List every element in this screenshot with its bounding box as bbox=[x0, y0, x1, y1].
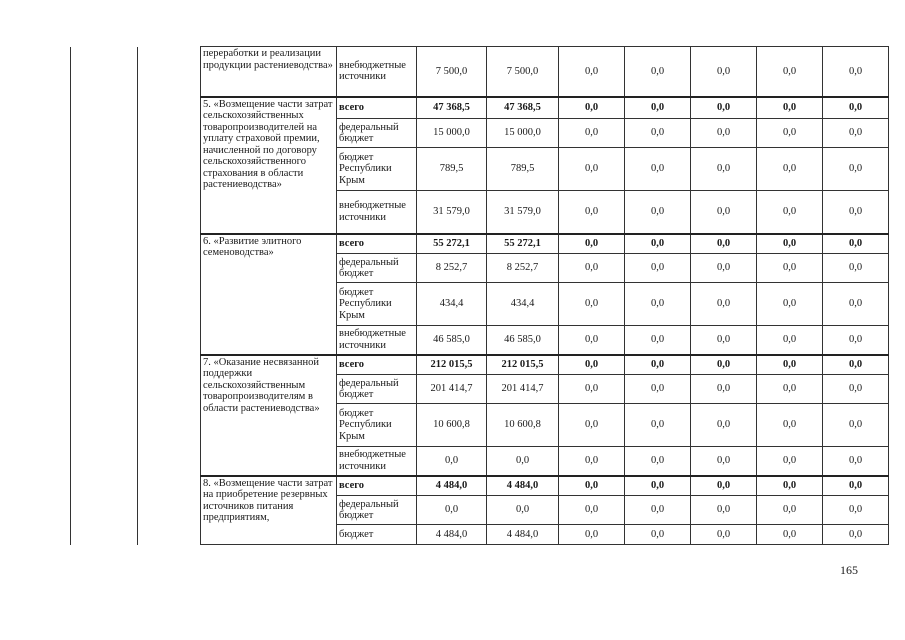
funding-source-cell: бюджет bbox=[337, 525, 417, 545]
year-amount-cell: 0,0 bbox=[823, 404, 889, 447]
amount-cell: 0,0 bbox=[417, 447, 487, 476]
funding-source-cell: федеральный бюджет bbox=[337, 375, 417, 404]
year-amount-cell: 0,0 bbox=[559, 97, 625, 119]
year-amount-cell: 0,0 bbox=[691, 375, 757, 404]
year-amount-cell: 0,0 bbox=[559, 525, 625, 545]
year-amount-cell: 0,0 bbox=[625, 496, 691, 525]
year-amount-cell: 0,0 bbox=[625, 375, 691, 404]
funding-source-cell: всего bbox=[337, 355, 417, 375]
year-amount-cell: 0,0 bbox=[823, 447, 889, 476]
year-amount-cell: 0,0 bbox=[757, 326, 823, 355]
year-amount-cell: 0,0 bbox=[559, 447, 625, 476]
year-amount-cell: 0,0 bbox=[757, 119, 823, 148]
year-amount-cell: 0,0 bbox=[823, 375, 889, 404]
year-amount-cell: 0,0 bbox=[757, 525, 823, 545]
year-amount-cell: 0,0 bbox=[691, 119, 757, 148]
year-amount-cell: 0,0 bbox=[691, 148, 757, 191]
year-amount-cell: 0,0 bbox=[823, 254, 889, 283]
year-amount-cell: 0,0 bbox=[757, 496, 823, 525]
amount-cell: 10 600,8 bbox=[487, 404, 559, 447]
funding-source-cell: внебюджетные источники bbox=[337, 191, 417, 234]
year-amount-cell: 0,0 bbox=[757, 148, 823, 191]
year-amount-cell: 0,0 bbox=[823, 283, 889, 326]
year-amount-cell: 0,0 bbox=[691, 191, 757, 234]
funding-source-cell: бюджет Республики Крым bbox=[337, 404, 417, 447]
year-amount-cell: 0,0 bbox=[823, 355, 889, 375]
amount-cell: 434,4 bbox=[487, 283, 559, 326]
measure-name-cell: 7. «Оказание несвязанной поддержки сельскохозяйственным товаропроизводителям в области растениеводства» bbox=[201, 355, 337, 476]
amount-cell: 15 000,0 bbox=[487, 119, 559, 148]
year-amount-cell: 0,0 bbox=[625, 404, 691, 447]
year-amount-cell: 0,0 bbox=[691, 326, 757, 355]
year-amount-cell: 0,0 bbox=[823, 326, 889, 355]
measure-name-cell: 8. «Возмещение части затрат на приобретение резервных источников питания предприятиям, bbox=[201, 476, 337, 545]
year-amount-cell: 0,0 bbox=[559, 148, 625, 191]
amount-cell: 47 368,5 bbox=[417, 97, 487, 119]
year-amount-cell: 0,0 bbox=[625, 148, 691, 191]
amount-cell: 7 500,0 bbox=[417, 47, 487, 97]
year-amount-cell: 0,0 bbox=[757, 234, 823, 254]
year-amount-cell: 0,0 bbox=[757, 355, 823, 375]
amount-cell: 201 414,7 bbox=[417, 375, 487, 404]
amount-cell: 46 585,0 bbox=[487, 326, 559, 355]
year-amount-cell: 0,0 bbox=[823, 496, 889, 525]
amount-cell: 789,5 bbox=[487, 148, 559, 191]
year-amount-cell: 0,0 bbox=[625, 525, 691, 545]
year-amount-cell: 0,0 bbox=[757, 97, 823, 119]
year-amount-cell: 0,0 bbox=[691, 355, 757, 375]
year-amount-cell: 0,0 bbox=[559, 476, 625, 496]
funding-source-cell: всего bbox=[337, 234, 417, 254]
amount-cell: 0,0 bbox=[487, 447, 559, 476]
year-amount-cell: 0,0 bbox=[757, 254, 823, 283]
measure-name-cell: 5. «Возмещение части затрат сельскохозяйственных товаропроизводителей на уплату страховой премии, начисленной по договору сельскохозяйственного страхования в области растениеводства» bbox=[201, 97, 337, 234]
funding-source-cell: бюджет Республики Крым bbox=[337, 148, 417, 191]
year-amount-cell: 0,0 bbox=[757, 191, 823, 234]
amount-cell: 15 000,0 bbox=[417, 119, 487, 148]
amount-cell: 46 585,0 bbox=[417, 326, 487, 355]
year-amount-cell: 0,0 bbox=[559, 119, 625, 148]
amount-cell: 4 484,0 bbox=[417, 525, 487, 545]
year-amount-cell: 0,0 bbox=[823, 191, 889, 234]
year-amount-cell: 0,0 bbox=[559, 191, 625, 234]
year-amount-cell: 0,0 bbox=[691, 254, 757, 283]
funding-source-cell: внебюджетные источники bbox=[337, 47, 417, 97]
amount-cell: 4 484,0 bbox=[487, 525, 559, 545]
year-amount-cell: 0,0 bbox=[691, 525, 757, 545]
year-amount-cell: 0,0 bbox=[823, 525, 889, 545]
year-amount-cell: 0,0 bbox=[691, 447, 757, 476]
table-row bbox=[71, 47, 889, 97]
year-amount-cell: 0,0 bbox=[757, 476, 823, 496]
year-amount-cell: 0,0 bbox=[625, 191, 691, 234]
funding-source-cell: федеральный бюджет bbox=[337, 254, 417, 283]
year-amount-cell: 0,0 bbox=[625, 476, 691, 496]
year-amount-cell: 0,0 bbox=[823, 47, 889, 97]
year-amount-cell: 0,0 bbox=[559, 234, 625, 254]
funding-source-cell: бюджет Республики Крым bbox=[337, 283, 417, 326]
year-amount-cell: 0,0 bbox=[691, 283, 757, 326]
year-amount-cell: 0,0 bbox=[625, 447, 691, 476]
amount-cell: 31 579,0 bbox=[417, 191, 487, 234]
year-amount-cell: 0,0 bbox=[559, 375, 625, 404]
year-amount-cell: 0,0 bbox=[757, 404, 823, 447]
page-number: 165 bbox=[840, 563, 858, 577]
year-amount-cell: 0,0 bbox=[625, 326, 691, 355]
year-amount-cell: 0,0 bbox=[691, 496, 757, 525]
funding-source-cell: федеральный бюджет bbox=[337, 496, 417, 525]
amount-cell: 8 252,7 bbox=[487, 254, 559, 283]
year-amount-cell: 0,0 bbox=[559, 254, 625, 283]
year-amount-cell: 0,0 bbox=[625, 283, 691, 326]
year-amount-cell: 0,0 bbox=[757, 283, 823, 326]
year-amount-cell: 0,0 bbox=[559, 355, 625, 375]
stub-column-1 bbox=[71, 47, 138, 545]
year-amount-cell: 0,0 bbox=[625, 254, 691, 283]
stub-column-2 bbox=[138, 47, 201, 545]
year-amount-cell: 0,0 bbox=[823, 234, 889, 254]
year-amount-cell: 0,0 bbox=[559, 496, 625, 525]
year-amount-cell: 0,0 bbox=[625, 97, 691, 119]
amount-cell: 7 500,0 bbox=[487, 47, 559, 97]
year-amount-cell: 0,0 bbox=[625, 234, 691, 254]
year-amount-cell: 0,0 bbox=[823, 476, 889, 496]
amount-cell: 55 272,1 bbox=[487, 234, 559, 254]
funding-source-cell: федеральный бюджет bbox=[337, 119, 417, 148]
amount-cell: 8 252,7 bbox=[417, 254, 487, 283]
funding-source-cell: внебюджетные источники bbox=[337, 447, 417, 476]
measure-name-cell: 6. «Развитие элитного семеноводства» bbox=[201, 234, 337, 355]
amount-cell: 201 414,7 bbox=[487, 375, 559, 404]
amount-cell: 55 272,1 bbox=[417, 234, 487, 254]
amount-cell: 47 368,5 bbox=[487, 97, 559, 119]
measure-name-cell: переработки и реализации продукции растениеводства» bbox=[201, 47, 337, 97]
amount-cell: 212 015,5 bbox=[487, 355, 559, 375]
amount-cell: 10 600,8 bbox=[417, 404, 487, 447]
amount-cell: 4 484,0 bbox=[487, 476, 559, 496]
year-amount-cell: 0,0 bbox=[823, 148, 889, 191]
amount-cell: 4 484,0 bbox=[417, 476, 487, 496]
year-amount-cell: 0,0 bbox=[625, 355, 691, 375]
amount-cell: 31 579,0 bbox=[487, 191, 559, 234]
year-amount-cell: 0,0 bbox=[823, 119, 889, 148]
year-amount-cell: 0,0 bbox=[691, 234, 757, 254]
amount-cell: 434,4 bbox=[417, 283, 487, 326]
year-amount-cell: 0,0 bbox=[691, 476, 757, 496]
year-amount-cell: 0,0 bbox=[691, 404, 757, 447]
year-amount-cell: 0,0 bbox=[625, 47, 691, 97]
year-amount-cell: 0,0 bbox=[559, 404, 625, 447]
year-amount-cell: 0,0 bbox=[559, 326, 625, 355]
year-amount-cell: 0,0 bbox=[691, 97, 757, 119]
budget-table bbox=[70, 46, 889, 545]
year-amount-cell: 0,0 bbox=[625, 119, 691, 148]
year-amount-cell: 0,0 bbox=[823, 97, 889, 119]
funding-source-cell: всего bbox=[337, 97, 417, 119]
year-amount-cell: 0,0 bbox=[757, 47, 823, 97]
funding-source-cell: всего bbox=[337, 476, 417, 496]
year-amount-cell: 0,0 bbox=[691, 47, 757, 97]
amount-cell: 212 015,5 bbox=[417, 355, 487, 375]
amount-cell: 789,5 bbox=[417, 148, 487, 191]
year-amount-cell: 0,0 bbox=[559, 47, 625, 97]
amount-cell: 0,0 bbox=[487, 496, 559, 525]
year-amount-cell: 0,0 bbox=[757, 375, 823, 404]
year-amount-cell: 0,0 bbox=[559, 283, 625, 326]
year-amount-cell: 0,0 bbox=[757, 447, 823, 476]
amount-cell: 0,0 bbox=[417, 496, 487, 525]
funding-source-cell: внебюджетные источники bbox=[337, 326, 417, 355]
